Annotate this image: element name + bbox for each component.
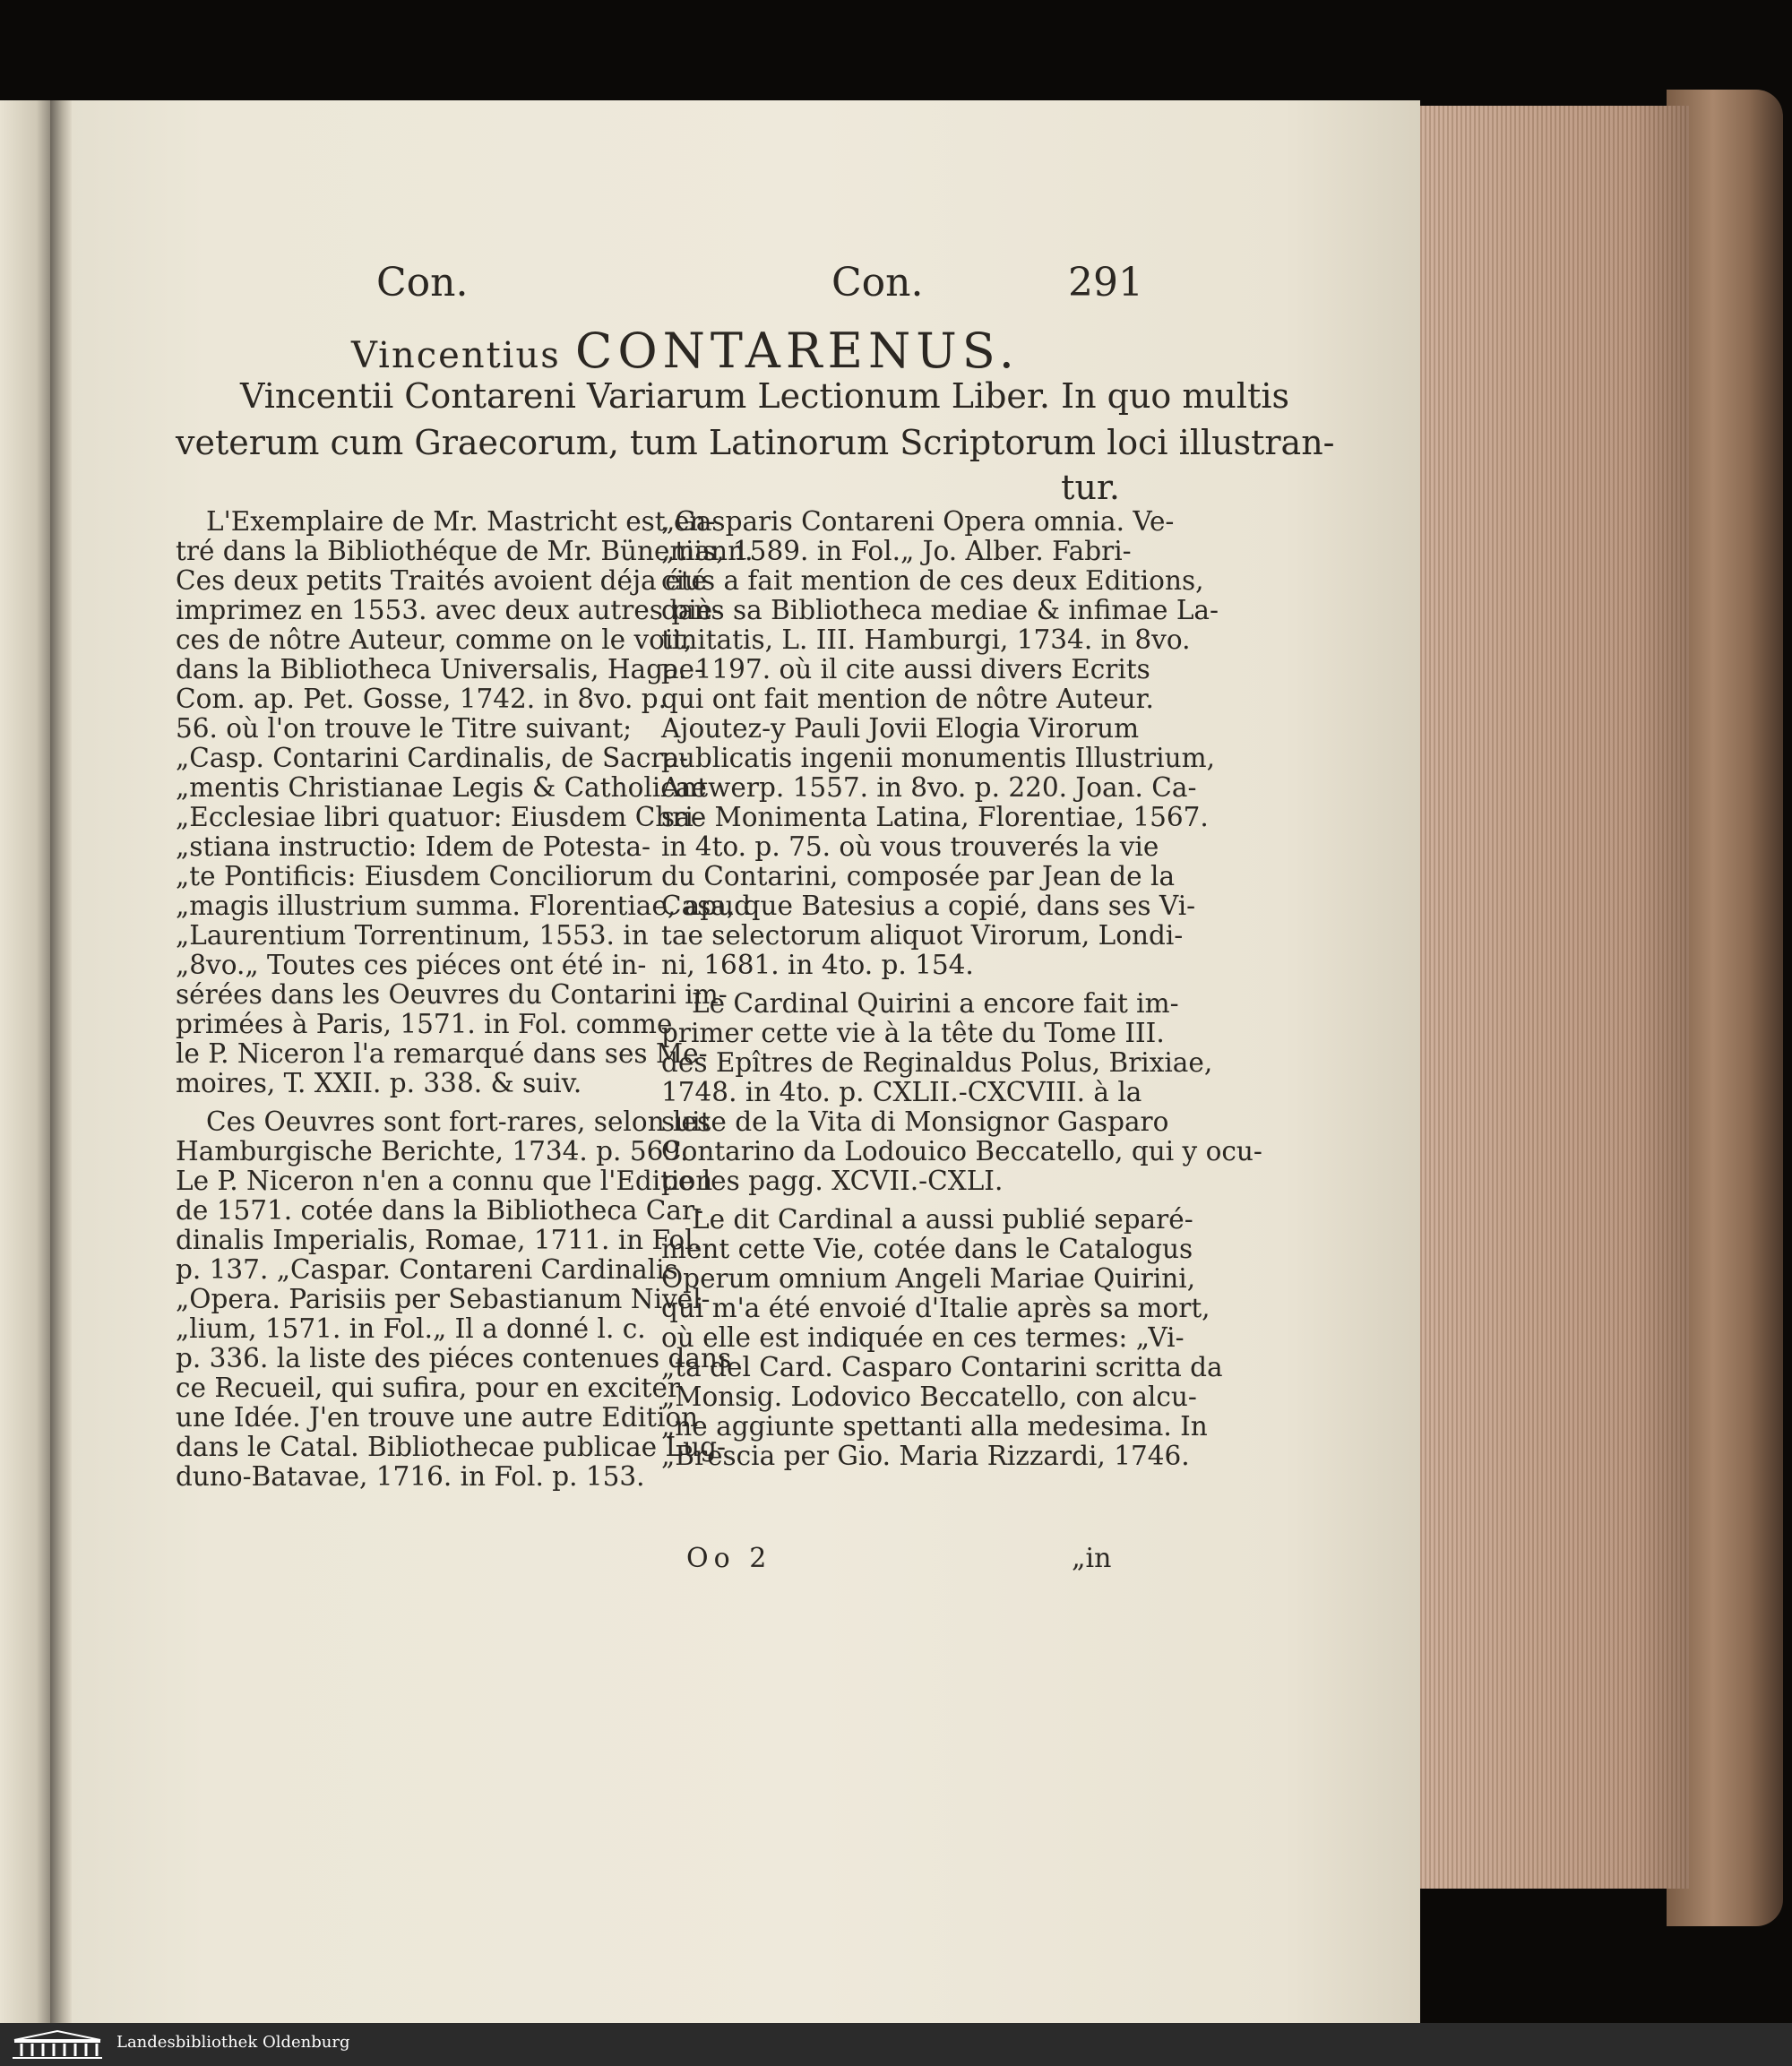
text-line: „Gasparis Contareni Opera omnia. Ve-	[661, 506, 1175, 537]
text-line: p. 336. la liste des piéces contenues dans	[176, 1343, 732, 1373]
text-line: Ajoutez-y Pauli Jovii Elogia Virorum	[661, 713, 1140, 744]
title-line-1: Vincentii Contareni Variarum Lectionum Liber. In quo multis	[240, 376, 1289, 416]
text-line: imprimez en 1553. avec deux autres piè-	[176, 595, 722, 625]
catchword: „in	[1072, 1543, 1112, 1574]
text-line: Casa, que Batesius a copié, dans ses Vi-	[661, 891, 1196, 921]
text-line: sae Monimenta Latina, Florentiae, 1567.	[661, 802, 1209, 832]
text-line: qui ont fait mention de nôtre Auteur.	[661, 684, 1154, 714]
text-line: ces de nôtre Auteur, comme on le voit,	[176, 624, 693, 655]
text-line: cius a fait mention de ces deux Editions,	[661, 565, 1204, 596]
text-line: „Casp. Contarini Cardinalis, de Sacra-	[176, 743, 688, 773]
text-line: p. 1197. où il cite aussi divers Ecrits	[661, 654, 1150, 684]
text-line: „Laurentium Torrentinum, 1553. in	[176, 920, 649, 951]
page-edges	[1420, 106, 1689, 1889]
text-line: tinitatis, L. III. Hamburgi, 1734. in 8vo.	[661, 624, 1191, 655]
text-line: suite de la Vita di Monsignor Gasparo	[661, 1106, 1169, 1137]
text-line: Le P. Niceron n'en a connu que l'Edition	[176, 1166, 713, 1196]
text-line: 1748. in 4to. p. CXLII.-CXCVIII. à la	[661, 1077, 1142, 1107]
text-line: 56. où l'on trouve le Titre suivant;	[176, 713, 633, 744]
text-line: de 1571. cotée dans la Bibliotheca Car-	[176, 1195, 704, 1226]
page-number: 291	[1068, 260, 1143, 306]
text-line: du Contarini, composée par Jean de la	[661, 861, 1176, 891]
text-line: dinalis Imperialis, Romae, 1711. in Fol.	[176, 1225, 702, 1255]
text-line: Ces deux petits Traités avoient déja été	[176, 565, 707, 596]
text-line: ment cette Vie, cotée dans le Catalogus	[661, 1234, 1193, 1264]
left-page-edge	[0, 100, 52, 2023]
library-building-icon	[11, 2029, 104, 2060]
signature-mark: Oo 2	[686, 1543, 772, 1574]
text-line: Le dit Cardinal a aussi publié separé-	[692, 1204, 1193, 1235]
text-line: une Idée. J'en trouve une autre Edition	[176, 1402, 699, 1433]
text-line: p. 137. „Caspar. Contareni Cardinalis	[176, 1254, 678, 1285]
text-line: „lium, 1571. in Fol.„ Il a donné l. c.	[176, 1313, 646, 1344]
running-head-left: Con.	[376, 260, 469, 306]
text-line: dans la Bibliotheca Universalis, Hagae-	[176, 654, 704, 684]
text-line: tae selectorum aliquot Virorum, Londi-	[661, 920, 1184, 951]
text-line: publicatis ingenii monumentis Illustrium,	[661, 743, 1215, 773]
right-column	[661, 506, 1262, 1471]
text-line: le P. Niceron l'a remarqué dans ses Me-	[176, 1038, 708, 1069]
text-line: „tiis, 1589. in Fol.„ Jo. Alber. Fabri-	[661, 536, 1132, 566]
text-line: L'Exemplaire de Mr. Mastricht est en-	[206, 506, 716, 537]
title-line-2: veterum cum Graecorum, tum Latinorum Scriptorum loci illustran-	[176, 423, 1335, 462]
text-line: ce Recueil, qui sufira, pour en exciter	[176, 1373, 681, 1403]
text-line: „magis illustrium summa. Florentiae, apud	[176, 891, 751, 921]
text-line: Operum omnium Angeli Mariae Quirini,	[661, 1263, 1196, 1294]
text-line: „Monsig. Lodovico Beccatello, con alcu-	[661, 1382, 1197, 1412]
text-line: Le Cardinal Quirini a encore fait im-	[692, 988, 1179, 1019]
text-line: „Brescia per Gio. Maria Rizzardi, 1746.	[661, 1441, 1190, 1471]
text-line: „ta del Card. Casparo Contarini scritta da	[661, 1352, 1223, 1382]
text-line: Contarino da Lodouico Beccatello, qui y ocu-	[661, 1136, 1262, 1166]
text-line: Com. ap. Pet. Gosse, 1742. in 8vo. p.	[176, 684, 668, 714]
footer-label: Landesbibliothek Oldenburg	[116, 2033, 350, 2052]
heading-surname: CONTARENUS.	[575, 323, 1020, 379]
text-line: „Ecclesiae libri quatuor: Eiusdem Chri-	[176, 802, 702, 832]
text-line: Hamburgische Berichte, 1734. p. 569.	[176, 1136, 689, 1166]
entry-heading	[351, 323, 1020, 379]
text-line: dans sa Bibliotheca mediae & infimae La-	[661, 595, 1219, 625]
title-line-3: tur.	[1061, 468, 1120, 507]
running-head-center: Con.	[831, 260, 924, 306]
text-line: ni, 1681. in 4to. p. 154.	[661, 950, 974, 980]
book-gutter	[50, 100, 73, 2023]
text-line: où elle est indiquée en ces termes: „Vi-	[661, 1322, 1185, 1353]
text-line: primer cette vie à la tête du Tome III.	[661, 1018, 1165, 1048]
footer-bar	[0, 2023, 1792, 2066]
text-line: Ces Oeuvres sont fort-rares, selon les	[206, 1106, 711, 1137]
text-line: duno-Batavae, 1716. in Fol. p. 153.	[176, 1461, 645, 1492]
left-column	[176, 506, 754, 1492]
text-line: in 4to. p. 75. où vous trouverés la vie	[661, 831, 1159, 862]
text-line: „8vo.„ Toutes ces piéces ont été in-	[176, 950, 647, 980]
text-line: „ne aggiunte spettanti alla medesima. In	[661, 1411, 1208, 1442]
text-line: pe les pagg. XCVII.-CXLI.	[661, 1166, 1004, 1196]
text-line: des Epîtres de Reginaldus Polus, Brixiae,	[661, 1047, 1213, 1078]
text-line: primées à Paris, 1571. in Fol. comme	[176, 1009, 673, 1039]
heading-first-name: Vincentius	[351, 335, 561, 376]
text-line: sérées dans les Oeuvres du Contarini im-	[176, 979, 728, 1010]
text-line: Antwerp. 1557. in 8vo. p. 220. Joan. Ca-	[661, 772, 1197, 803]
text-line: „mentis Christianae Legis & Catholicae	[176, 772, 707, 803]
text-line: „Opera. Parisiis per Sebastianum Nivel-	[176, 1284, 711, 1314]
text-line: moires, T. XXII. p. 338. & suiv.	[176, 1068, 582, 1098]
text-line: „te Pontificis: Eiusdem Conciliorum	[176, 861, 653, 891]
text-line: qui m'a été envoié d'Italie après sa mort,	[661, 1293, 1210, 1323]
text-line: „stiana instructio: Idem de Potesta-	[176, 831, 651, 862]
text-line: dans le Catal. Bibliothecae publicae Lug-	[176, 1432, 726, 1462]
text-line: tré dans la Bibliothéque de Mr. Bünemann.	[176, 536, 754, 566]
